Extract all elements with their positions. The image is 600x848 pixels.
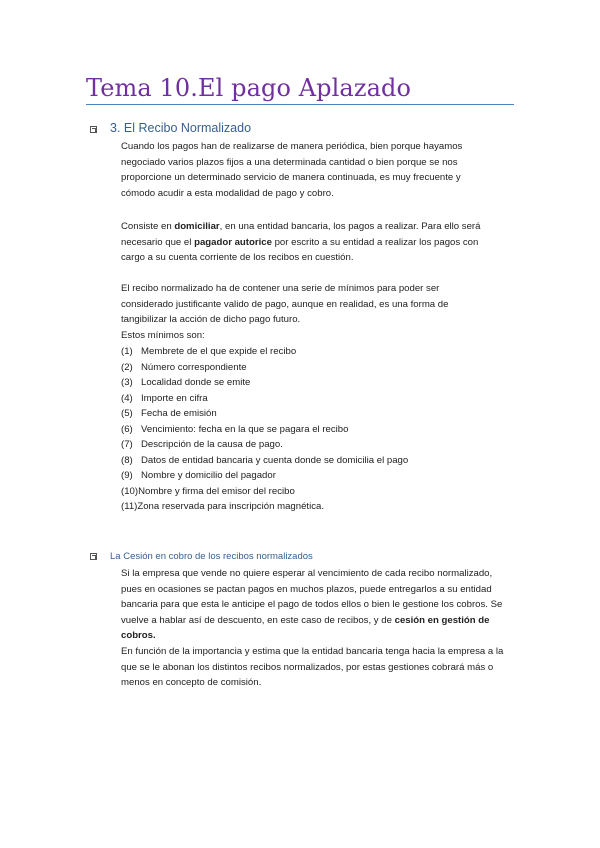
- section-paragraph-3: El recibo normalizado ha de contener una serie de mínimos para poder ser considerado justificante valido de pago, aunque en realidad, es una forma de tangibilizar la acción de dicho pago futuro.: [121, 283, 449, 326]
- list-item: [121, 391, 501, 407]
- list-item-number: (9): [121, 470, 133, 481]
- list-item-number: (7): [121, 439, 133, 450]
- list-item-number: (2): [121, 361, 133, 373]
- section-paragraph-1: Cuando los pagos han de realizarse de manera periódica, bien porque hayamos negociado varios plazos fijos a una determinada cantidad o bien porque se nos proporcione un determinado servicio de manera continuada, es muy frecuente y cómodo acudir a esta modalidad de pago y cobro.: [121, 141, 463, 199]
- subsection-paragraph-2: En función de la importancia y estima que la entidad bancaria tenga hacia la empresa a la que se le abonan los distintos recibos normalizados, por estas gestiones cobrará más o menos en concepto de comisión.: [121, 646, 504, 689]
- list-item: [121, 453, 501, 469]
- bold-term-cesion: cesión en gestión de cobros.: [121, 614, 490, 642]
- list-item: [121, 360, 501, 376]
- collapse-bullet-icon[interactable]: [90, 126, 97, 133]
- subsection-heading: La Cesión en cobro de los recibos normalizados: [110, 551, 313, 562]
- list-item-text: Importe en cifra: [141, 392, 208, 404]
- bold-term-domiciliar: domiciliar: [174, 221, 220, 232]
- title-underline: [86, 104, 514, 105]
- list-item-number: (4): [121, 392, 133, 404]
- list-item-number: (5): [121, 408, 133, 419]
- section-heading: 3. El Recibo Normalizado: [110, 121, 252, 135]
- list-item-text: Número correspondiente: [141, 361, 247, 373]
- collapse-bullet-icon[interactable]: [90, 553, 97, 560]
- bold-term-pagador-autorice: pagador autorice: [194, 236, 272, 248]
- text-run: Si la empresa que vende no quiere esperar al vencimiento de cada recibo normalizado, pues en ocasiones se pactan pagos en muchos plazos, puede entregarlos a su entidad bancaria para que esta le anticipe el pago de todos ellos o bien le gestione los cobros. Se vuelve a hablar así de descuento, en este caso de recibos, y de: [121, 568, 503, 626]
- list-item: [121, 484, 501, 500]
- list-item-number: (8): [121, 454, 133, 466]
- subsection-paragraph-1: [121, 566, 515, 644]
- section-paragraph-4: Estos mínimos son:: [121, 330, 205, 341]
- list-item-text: Vencimiento: fecha en la que se pagara el recibo: [141, 423, 349, 435]
- list-item-text: Zona reservada para inscripción magnética.: [137, 501, 325, 512]
- list-item-text: Descripción de la causa de pago.: [141, 439, 283, 450]
- list-item-number: (6): [121, 423, 133, 435]
- text-run: , en una entidad bancaria, los pagos a realizar. Para ello será necesario que el: [121, 221, 481, 248]
- list-item-number: (1): [121, 346, 133, 357]
- list-item: [121, 344, 501, 360]
- page-title: Tema 10.El pago Aplazado: [86, 74, 411, 102]
- list-item: [121, 406, 501, 422]
- list-item-number: (11): [121, 501, 138, 512]
- list-item-text: Fecha de emisión: [141, 408, 217, 419]
- list-item: [121, 468, 501, 484]
- text-run: Consiste en: [121, 221, 175, 232]
- list-item: [121, 422, 501, 438]
- list-item-text: Datos de entidad bancaria y cuenta donde se domicilia el pago: [141, 454, 409, 466]
- list-item-text: Nombre y domicilio del pagador: [141, 470, 276, 481]
- minimums-list: [121, 344, 501, 515]
- list-item: [121, 499, 501, 515]
- list-item-text: Nombre y firma del emisor del recibo: [138, 485, 295, 497]
- list-item-number: (3): [121, 377, 133, 388]
- list-item-text: Localidad donde se emite: [141, 377, 251, 388]
- list-item: [121, 375, 501, 391]
- section-paragraph-2: [121, 219, 493, 266]
- list-item-text: Membrete de el que expide el recibo: [141, 346, 297, 357]
- text-run: por escrito a su entidad a realizar los pagos con cargo a su cuenta corriente de los recibos en cuestión.: [121, 236, 479, 264]
- list-item-number: (10): [121, 485, 139, 497]
- list-item: [121, 437, 501, 453]
